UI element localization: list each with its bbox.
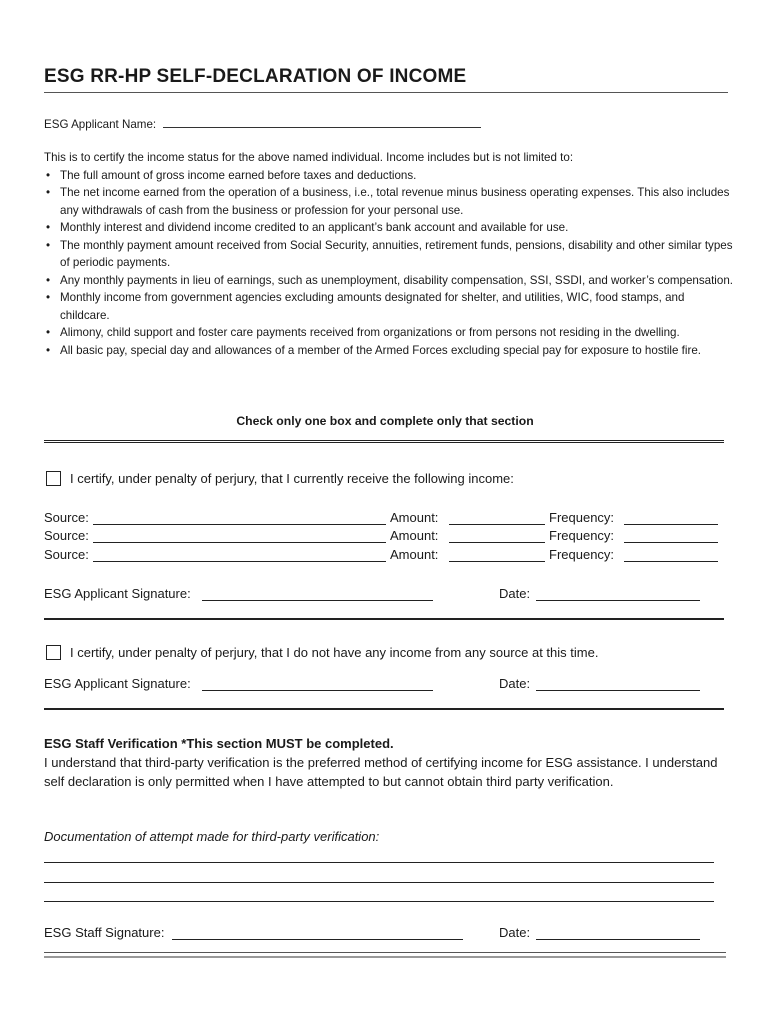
- frequency-field[interactable]: [624, 561, 718, 562]
- documentation-line[interactable]: [44, 882, 714, 883]
- staff-signature-field[interactable]: [172, 939, 463, 940]
- intro-text: This is to certify the income status for the above named individual. Income includes but is not limited to:: [44, 151, 574, 164]
- applicant-signature-field[interactable]: [202, 600, 433, 601]
- documentation-label: Documentation of attempt made for third-party verification:: [44, 829, 380, 844]
- documentation-line[interactable]: [44, 862, 714, 863]
- staff-heading: ESG Staff Verification *This section MUST be completed.: [44, 736, 394, 751]
- bottom-border: [44, 952, 726, 958]
- signature-label: ESG Applicant Signature:: [44, 676, 191, 691]
- no-income-certify-row: [46, 645, 598, 660]
- staff-signature-label: ESG Staff Signature:: [44, 925, 165, 940]
- divider: [44, 440, 724, 443]
- date-field[interactable]: [536, 600, 700, 601]
- source-label: Source:: [44, 547, 89, 562]
- source-field[interactable]: [93, 561, 386, 562]
- bullet-item: • The net income earned from the operation of a business, i.e., total revenue minus business operating expenses. This also includes any withdrawals of cash from the business or profession for your personal use.: [44, 184, 734, 219]
- date-label: Date:: [499, 586, 531, 601]
- bullet-item: • Any monthly payments in lieu of earnings, such as unemployment, disability compensation, SSI, SSDI, and worker’s compensation.: [44, 272, 734, 290]
- frequency-label: Frequency:: [549, 528, 615, 543]
- income-source-row: [44, 547, 734, 565]
- source-label: Source:: [44, 528, 89, 543]
- signature-label: ESG Applicant Signature:: [44, 586, 191, 601]
- staff-text: I understand that third-party verification is the preferred method of certifying income for ESG assistance. I understand self declaration is only permitted when I have attempted to but cannot obtain third party verification.: [44, 755, 718, 789]
- income-certify-text: I certify, under penalty of perjury, that I currently receive the following income:: [70, 471, 514, 486]
- applicant-name-row: [44, 115, 481, 131]
- divider: [44, 708, 724, 710]
- date-field[interactable]: [536, 690, 700, 691]
- amount-field[interactable]: [449, 561, 545, 562]
- amount-label: Amount:: [390, 528, 439, 543]
- amount-field[interactable]: [449, 542, 545, 543]
- applicant-signature-field[interactable]: [202, 690, 433, 691]
- date-label: Date:: [499, 676, 531, 691]
- source-field[interactable]: [93, 524, 386, 525]
- amount-label: Amount:: [390, 510, 439, 525]
- income-definition: [44, 149, 734, 359]
- date-field[interactable]: [536, 939, 700, 940]
- bullet-item: • Monthly interest and dividend income credited to an applicant’s bank account and available for use.: [44, 219, 734, 237]
- applicant-name-label: ESG Applicant Name:: [44, 118, 157, 131]
- receives-income-checkbox[interactable]: [46, 471, 61, 486]
- amount-field[interactable]: [449, 524, 545, 525]
- bullet-item: • Monthly income from government agencies excluding amounts designated for shelter, and utilities, WIC, food stamps, and childcare.: [44, 289, 734, 324]
- form-title: ESG RR-HP SELF-DECLARATION OF INCOME: [44, 66, 728, 93]
- divider: [44, 618, 724, 620]
- documentation-line[interactable]: [44, 901, 714, 902]
- frequency-label: Frequency:: [549, 547, 615, 562]
- source-field[interactable]: [93, 542, 386, 543]
- check-instruction: Check only one box and complete only that section: [236, 414, 534, 428]
- amount-label: Amount:: [390, 547, 439, 562]
- bullet-item: • All basic pay, special day and allowances of a member of the Armed Forces excluding special pay for exposure to hostile fire.: [44, 342, 734, 360]
- staff-signature-row: [44, 925, 734, 943]
- source-label: Source:: [44, 510, 89, 525]
- no-income-certify-text: I certify, under penalty of perjury, that I do not have any income from any source at this time.: [70, 645, 599, 660]
- frequency-field[interactable]: [624, 524, 718, 525]
- income-source-row: [44, 510, 734, 528]
- applicant-name-field[interactable]: [163, 115, 481, 128]
- staff-verification: [44, 734, 724, 791]
- frequency-field[interactable]: [624, 542, 718, 543]
- income-source-row: [44, 528, 734, 546]
- bullet-item: • The monthly payment amount received from Social Security, annuities, retirement funds, pensions, disability and other similar types of periodic payments.: [44, 237, 734, 272]
- bullet-item: • The full amount of gross income earned before taxes and deductions.: [44, 167, 734, 185]
- income-bullets: [44, 167, 734, 360]
- date-label: Date:: [499, 925, 531, 940]
- no-income-checkbox[interactable]: [46, 645, 61, 660]
- applicant-signature-row: [44, 586, 734, 604]
- frequency-label: Frequency:: [549, 510, 615, 525]
- income-certify-row: [46, 471, 514, 486]
- bullet-item: • Alimony, child support and foster care payments received from organizations or from persons not residing in the dwelling.: [44, 324, 734, 342]
- applicant-signature-row: [44, 676, 734, 694]
